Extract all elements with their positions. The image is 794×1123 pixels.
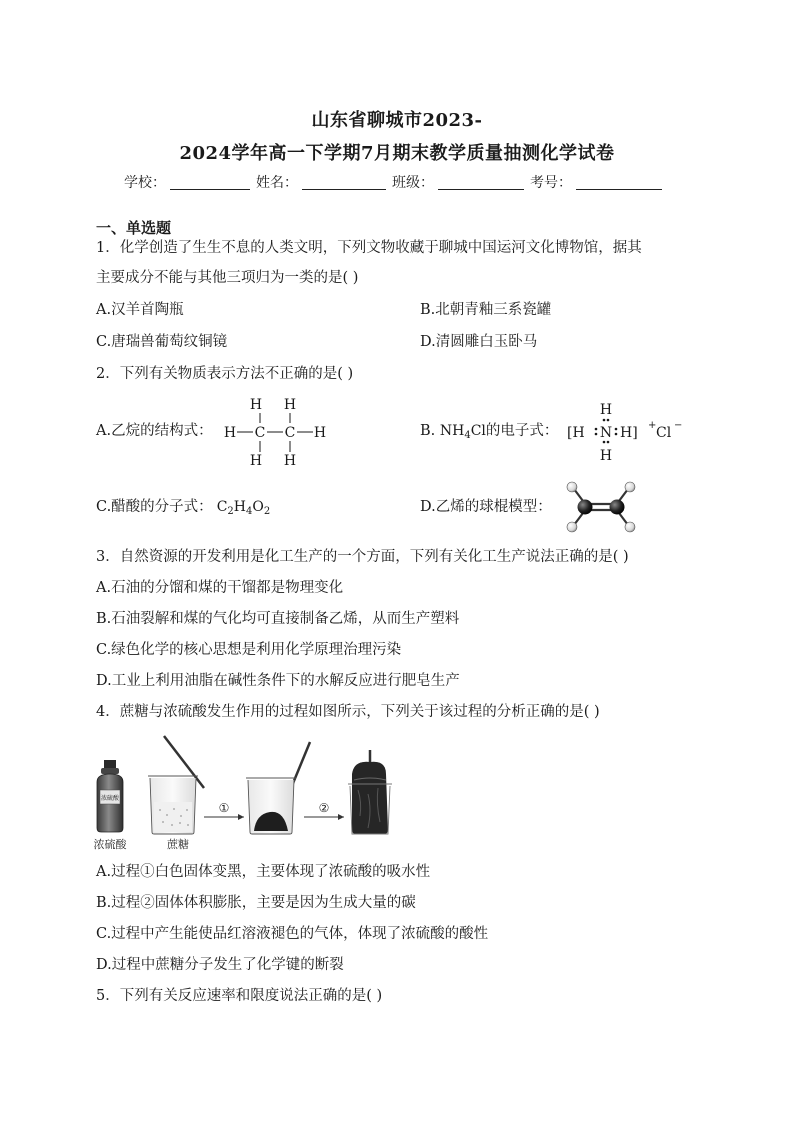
- q4-option-b[interactable]: B.过程②固体体积膨胀，主要是因为生成大量的碳: [96, 895, 416, 911]
- nh4cl-n: N: [599, 425, 613, 441]
- q4-option-a[interactable]: A.过程①白色固体变黑，主要体现了浓硫酸的吸水性: [96, 864, 431, 880]
- acid-bottle-icon: [97, 760, 123, 832]
- q2-option-d[interactable]: D.乙烯的球棍模型：: [420, 499, 552, 515]
- q3-option-b[interactable]: B.石油裂解和煤的气化均可直接制备乙烯，从而生产塑料: [96, 611, 460, 627]
- q2-c-label: C.醋酸的分子式：: [96, 499, 213, 515]
- ethane-h-bottom-left: H: [249, 453, 263, 469]
- beaker-black-solid-icon: [246, 742, 310, 834]
- step-1-label: ①: [218, 801, 230, 815]
- q2-stem: 2．下列有关物质表示方法不正确的是( ): [96, 366, 354, 382]
- nh4cl-bracket-open: [H: [567, 425, 585, 441]
- sugar-label: 蔗糖: [167, 838, 189, 851]
- name-label: 姓名：: [256, 175, 298, 191]
- ethane-c-right: C: [284, 425, 296, 441]
- q1-option-b[interactable]: B.北朝青釉三系瓷罐: [420, 302, 552, 318]
- q4-option-d[interactable]: D.过程中蔗糖分子发生了化学键的断裂: [96, 957, 344, 973]
- q3-option-d[interactable]: D.工业上利用油脂在碱性条件下的水解反应进行肥皂生产: [96, 673, 460, 689]
- beaker-expanded-carbon-icon: [348, 750, 392, 834]
- school-label: 学校：: [124, 175, 166, 191]
- q2-option-c[interactable]: [96, 497, 270, 522]
- q3-option-c[interactable]: C.绿色化学的核心思想是利用化学原理治理污染: [96, 642, 402, 658]
- bottle-label: 浓硫酸: [93, 838, 127, 851]
- ethane-h-right: H: [313, 425, 327, 441]
- exam-number-blank[interactable]: [576, 175, 662, 190]
- nh4cl-h-bottom: H: [599, 448, 613, 464]
- ethane-c-left: C: [254, 425, 266, 441]
- acetic-acid-formula: $C_2H_4O_2$: [216, 499, 271, 517]
- title-line-2: 2024学年高一下学期7月期末教学质量抽测化学试卷: [179, 143, 615, 164]
- ethylene-ball-stick-model: [560, 478, 640, 538]
- ethane-h-top-left: H: [249, 397, 263, 413]
- ethane-h-bottom-right: H: [283, 453, 297, 469]
- step-2-label: ②: [318, 801, 330, 815]
- q1-option-c[interactable]: C.唐瑞兽葡萄纹铜镜: [96, 334, 228, 350]
- title-line-1: 山东省聊城市2023-: [311, 110, 483, 131]
- q2-option-b[interactable]: [420, 421, 558, 446]
- q2-option-a[interactable]: A.乙烷的结构式：: [96, 423, 213, 439]
- q5-stem: 5．下列有关反应速率和限度说法正确的是( ): [96, 988, 383, 1004]
- class-blank[interactable]: [438, 175, 524, 190]
- section-heading: 一、单选题: [96, 219, 172, 237]
- bottle-tag: 浓硫酸: [100, 795, 120, 802]
- q1-option-d[interactable]: D.清圆雕白玉卧马: [420, 334, 538, 350]
- ethane-h-top-right: H: [283, 397, 297, 413]
- q1-stem-line2: 主要成分不能与其他三项归为一类的是( ): [96, 270, 359, 286]
- sucrose-experiment-figure: [92, 730, 392, 858]
- beaker-sugar-icon: [148, 736, 204, 834]
- q2-b-suffix: 的电子式：: [485, 423, 559, 439]
- exam-number-label: 考号：: [530, 175, 572, 191]
- school-blank[interactable]: [170, 175, 250, 190]
- q3-option-a[interactable]: A.石油的分馏和煤的干馏都是物理变化: [96, 580, 344, 596]
- class-label: 班级：: [392, 175, 434, 191]
- nh4cl-h-top: H: [599, 402, 613, 418]
- nh4cl-formula: $NH_4Cl$: [439, 423, 486, 441]
- q1-option-a[interactable]: A.汉羊首陶瓶: [96, 302, 184, 318]
- student-info-row: [124, 172, 668, 192]
- q4-stem: 4．蔗糖与浓硫酸发生作用的过程如图所示，下列关于该过程的分析正确的是( ): [96, 704, 600, 720]
- nh4cl-electron-formula: [566, 400, 686, 464]
- nh4cl-bracket-close: H]: [620, 425, 638, 441]
- ethane-structural-formula: [222, 394, 334, 470]
- nh4cl-cl: Cl: [656, 425, 672, 441]
- nh4cl-minus: −: [674, 420, 683, 431]
- name-blank[interactable]: [302, 175, 386, 190]
- ethane-h-left: H: [223, 425, 237, 441]
- q1-stem-line1: 1．化学创造了生生不息的人类文明，下列文物收藏于聊城中国运河文化博物馆，据其: [96, 240, 642, 256]
- nh4cl-plus: +: [648, 420, 657, 431]
- q3-stem: 3．自然资源的开发利用是化工生产的一个方面，下列有关化工生产说法正确的是( ): [96, 549, 629, 565]
- q4-option-c[interactable]: C.过程中产生能使品红溶液褪色的气体，体现了浓硫酸的酸性: [96, 926, 489, 942]
- q2-b-prefix: B.: [420, 423, 440, 439]
